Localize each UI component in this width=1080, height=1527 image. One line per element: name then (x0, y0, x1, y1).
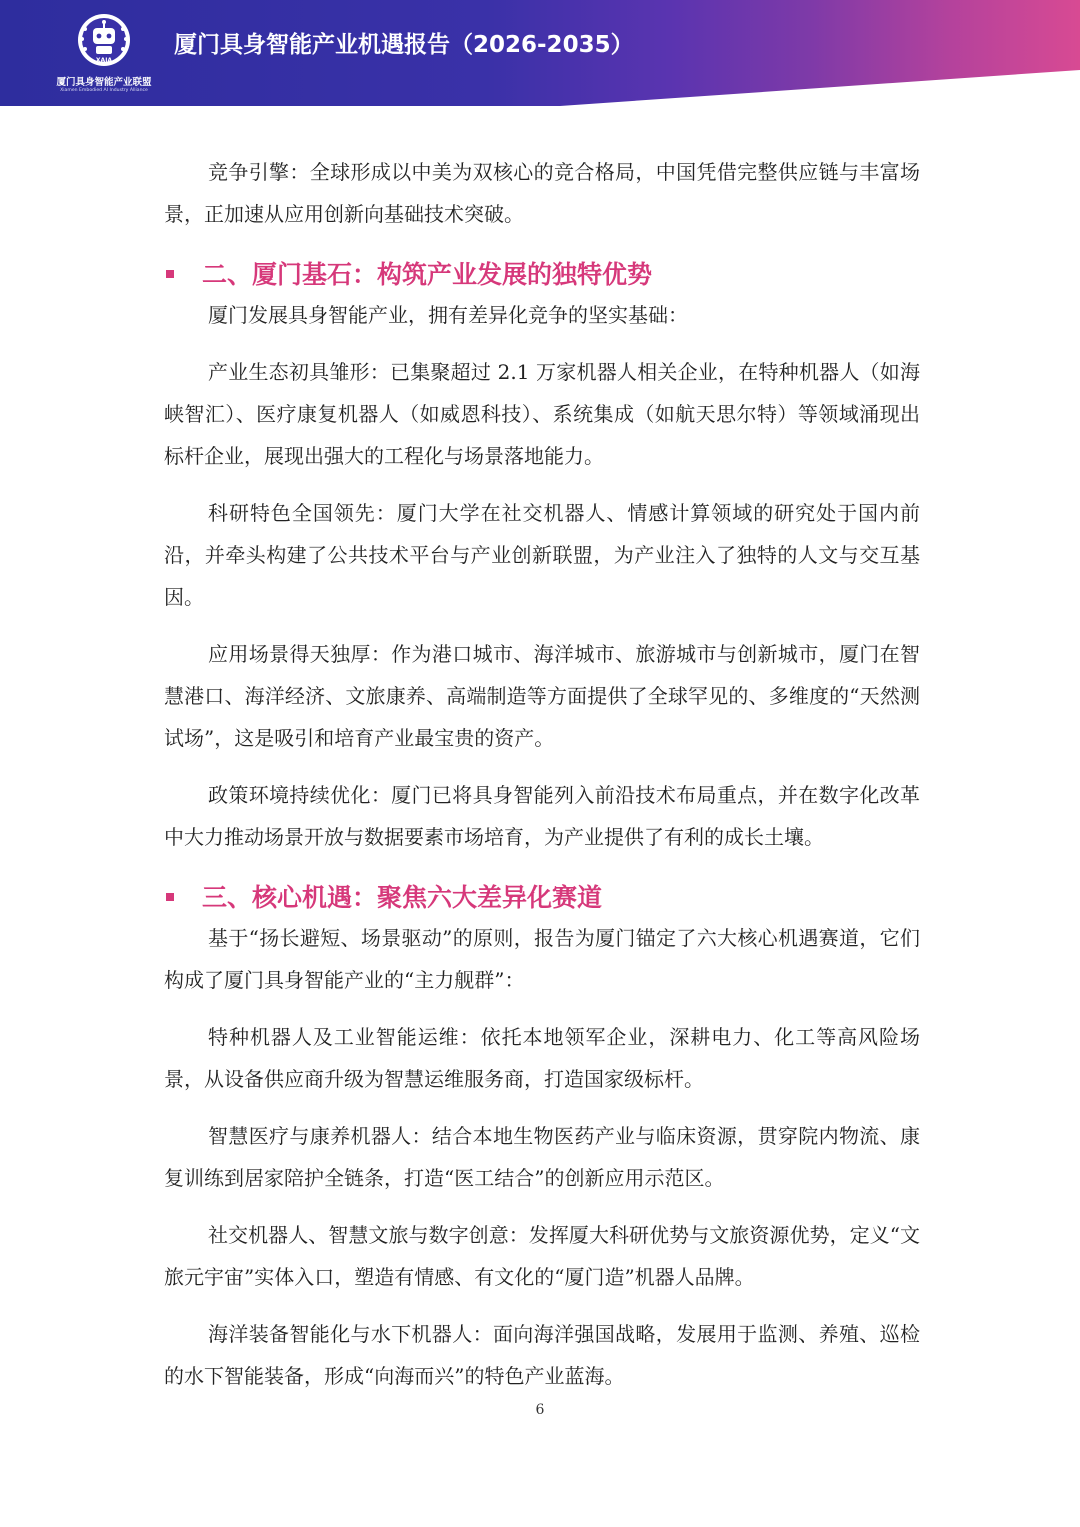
section-bullet-icon (166, 270, 174, 278)
alliance-logo (48, 8, 166, 100)
section-title: 三、核心机遇：聚焦六大差异化赛道 (202, 883, 603, 912)
logo-name: 厦门具身智能产业联盟 (56, 77, 152, 88)
body-paragraph: 应用场景得天独厚：作为港口城市、海洋城市、旅游城市与创新城市，厦门在智慧港口、海洋经济、文旅康养、高端制造等方面提供了全球罕见的、多维度的“天然测试场”，这是吸引和培育产业最宝贵的资产。 (164, 642, 920, 750)
robot-logo-icon (76, 12, 132, 68)
body-paragraph: 社交机器人、智慧文旅与数字创意：发挥厦大科研优势与文旅资源优势，定义“文旅元宇宙”实体入口，塑造有情感、有文化的“厦门造”机器人品牌。 (164, 1223, 920, 1289)
section-heading (164, 255, 924, 295)
body-paragraph: 厦门发展具身智能产业，拥有差异化竞争的坚实基础： (208, 303, 688, 327)
logo-initials: XAIA (95, 57, 113, 64)
section-heading (164, 878, 924, 918)
page-number: 6 (535, 1402, 545, 1418)
body-paragraph: 特种机器人及工业智能运维：依托本地领军企业，深耕电力、化工等高风险场景，从设备供应商升级为智慧运维服务商，打造国家级标杆。 (164, 1025, 920, 1091)
section-bullet-icon (166, 893, 174, 901)
body-paragraph: 基于“扬长避短、场景驱动”的原则，报告为厦门锚定了六大核心机遇赛道，它们构成了厦门具身智能产业的“主力舰群”： (164, 926, 920, 992)
body-paragraph: 智慧医疗与康养机器人：结合本地生物医药产业与临床资源，贯穿院内物流、康复训练到居家陪护全链条，打造“医工结合”的创新应用示范区。 (164, 1124, 920, 1190)
logo-subtitle: Xiamen Embodied AI Industry Alliance (60, 88, 148, 93)
body-paragraph: 政策环境持续优化：厦门已将具身智能列入前沿技术布局重点，并在数字化改革中大力推动场景开放与数据要素市场培育，为产业提供了有利的成长土壤。 (164, 783, 920, 849)
page-header (0, 0, 1080, 106)
body-paragraph: 产业生态初具雏形：已集聚超过 2.1 万家机器人相关企业，在特种机器人（如海峡智汇）、医疗康复机器人（如威恩科技）、系统集成（如航天思尔特）等领域涌现出标杆企业，展现出强大的工程化与场景落地能力。 (164, 360, 920, 468)
section-title: 二、厦门基石：构筑产业发展的独特优势 (202, 260, 653, 289)
body-paragraph: 海洋装备智能化与水下机器人：面向海洋强国战略，发展用于监测、养殖、巡检的水下智能装备，形成“向海而兴”的特色产业蓝海。 (164, 1322, 920, 1388)
report-title: 厦门具身智能产业机遇报告（2026-2035） (174, 32, 634, 58)
intro-paragraph: 竞争引擎：全球形成以中美为双核心的竞合格局，中国凭借完整供应链与丰富场景，正加速从应用创新向基础技术突破。 (164, 160, 920, 226)
body-paragraph: 科研特色全国领先：厦门大学在社交机器人、情感计算领域的研究处于国内前沿，并牵头构建了公共技术平台与产业创新联盟，为产业注入了独特的人文与交互基因。 (164, 501, 920, 609)
